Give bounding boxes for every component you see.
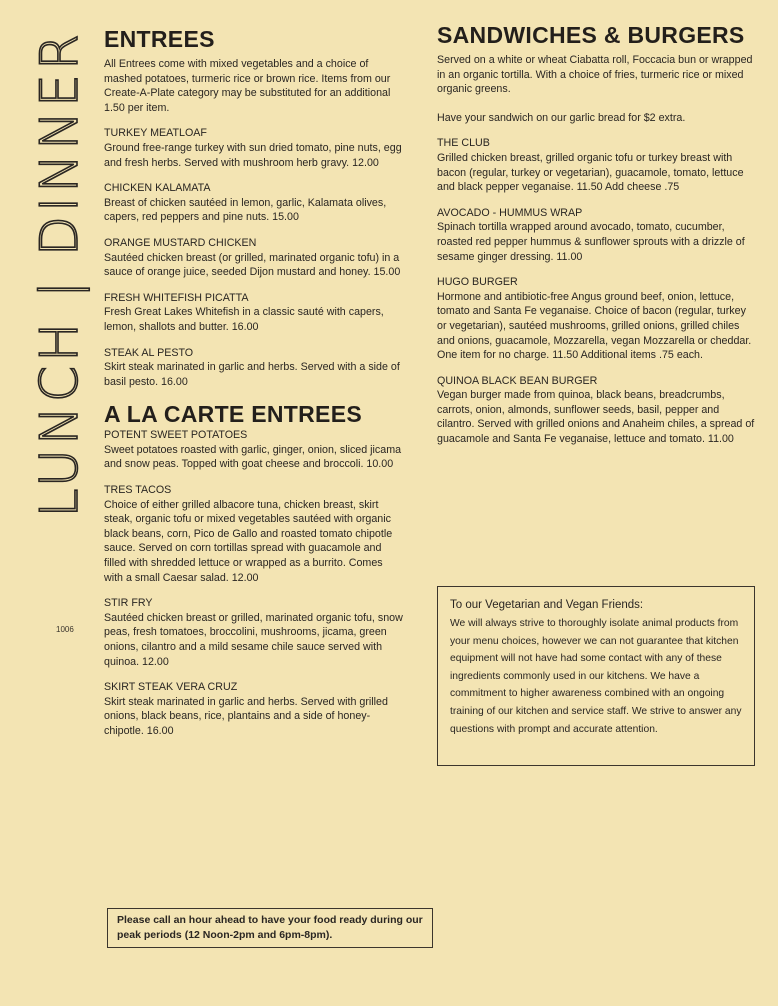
item-name: STIR FRY xyxy=(104,597,153,610)
garlic-bread-note: Have your sandwich on our garlic bread for $2 extra. xyxy=(437,111,686,124)
item-name: TURKEY MEATLOAF xyxy=(104,127,207,140)
item-name: QUINOA BLACK BEAN BURGER xyxy=(437,374,598,387)
item-name: CHICKEN KALAMATA xyxy=(104,182,211,195)
alacarte-heading: A LA CARTE ENTREES xyxy=(104,401,362,428)
entrees-heading: ENTREES xyxy=(104,26,215,52)
item-description: Vegan burger made from quinoa, black beans, breadcrumbs, carrots, onion, almonds, sunflower seeds, basil, pepper and cilantro. Served with grilled onions and Anaheim chiles, a spread of guacamole and Santa Fe veganaise, lettuce and tomato. 11.00 xyxy=(437,389,755,446)
item-name: SKIRT STEAK VERA CRUZ xyxy=(104,681,238,694)
item-name: THE CLUB xyxy=(437,137,490,150)
item-description: Breast of chicken sautéed in lemon, garlic, Kalamata olives, capers, red peppers and pine nuts. 15.00 xyxy=(104,196,387,224)
item-description: Sautéed chicken breast or grilled, marinated organic tofu, snow peas, fresh tomatoes, broccolini, mushrooms, jicama, green onions, cilantro and a mild sesame chile sauce served with quinoa. 12.00 xyxy=(104,611,403,668)
entrees-intro: All Entrees come with mixed vegetables and a choice of mashed potatoes, turmeric rice or brown rice. Items from our Create-A-Plate category may be substituted for an additional 1.50 per item. xyxy=(104,58,391,114)
vegan-note-box xyxy=(437,586,755,766)
item-name: AVOCADO - HUMMUS WRAP xyxy=(437,206,583,219)
item-description: Fresh Great Lakes Whitefish in a classic sauté with capers, lemon, shallots and butter. 16.00 xyxy=(104,306,384,333)
menu-item xyxy=(437,206,757,264)
sandwiches-heading: SANDWICHES & BURGERS xyxy=(437,22,745,48)
item-description: Choice of either grilled albacore tuna, chicken breast, skirt steak, organic tofu or mixed vegetables sautéed with organic black beans, corn, Pico de Gallo and roasted tomato chipotle sauce. Served on corn tortillas spread with guacamole and filled with shredded lettuce or wrapped as a burrito. Comes with a small Caesar salad. 12.00 xyxy=(104,498,393,584)
item-description: Skirt steak marinated in garlic and herbs. Served with grilled onions, black beans, rice, plantains and a side of honey-chipotle. 16.00 xyxy=(104,695,388,737)
item-name: HUGO BURGER xyxy=(437,276,518,289)
right-column xyxy=(437,22,757,447)
menu-item xyxy=(104,428,404,472)
menu-item xyxy=(104,236,404,280)
item-description: Spinach tortilla wrapped around avocado, tomato, cucumber, roasted red pepper hummus & sunflower sprouts with a drizzle of sesame ginger dressing. 11.00 xyxy=(437,221,745,263)
item-description: Sweet potatoes roasted with garlic, ginger, onion, sliced jicama and snow peas. Topped with goat cheese and broccoli. 10.00 xyxy=(104,443,402,471)
item-description: Hormone and antibiotic-free Angus ground beef, onion, lettuce, tomato and Santa Fe veganaise. Choice of bacon (regular, turkey or vegetarian), sautéed mushrooms, grilled onions, grilled chiles and onions, guacamole, Mozzarella, vegan Mozzarella or cheddar. One item for no charge. 11.50 Additional items .75 each. xyxy=(437,290,752,362)
menu-item xyxy=(104,596,404,669)
sandwiches-section xyxy=(437,22,757,447)
sandwiches-intro: Served on a white or wheat Ciabatta roll, Foccacia bun or wrapped in an organic tortilla. With a choice of fries, turmeric rice or mixed organic greens. xyxy=(437,54,753,96)
call-ahead-text: Please call an hour ahead to have your food ready during our peak periods (12 Noon-2pm and 6pm-8pm). xyxy=(117,914,423,941)
item-description: Grilled chicken breast, grilled organic tofu or turkey breast with bacon (regular, turkey or vegetarian), guacamole, tomato, lettuce and black pepper veganaise. 11.50 Add cheese .75 xyxy=(437,151,744,194)
menu-item xyxy=(104,126,404,170)
item-name: POTENT SWEET POTATOES xyxy=(104,429,248,442)
item-description: Skirt steak marinated in garlic and herbs. Served with a side of basil pesto. 16.00 xyxy=(104,361,400,388)
item-name: ORANGE MUSTARD CHICKEN xyxy=(104,236,257,249)
item-name: TRES TACOS xyxy=(104,484,172,497)
menu-item xyxy=(104,291,404,335)
item-description: Ground free-range turkey with sun dried tomato, pine nuts, egg and fresh herbs. Served with mushroom herb gravy. 12.00 xyxy=(104,141,402,169)
menu-item xyxy=(437,374,757,447)
left-column xyxy=(104,26,404,739)
menu-item xyxy=(437,275,757,363)
entrees-section xyxy=(104,26,404,389)
item-description: Sautéed chicken breast (or grilled, marinated organic tofu) in a sauce of orange juice, seeded Dijon mustard and honey. 15.00 xyxy=(104,251,401,279)
call-ahead-box xyxy=(107,908,433,948)
menu-item xyxy=(104,483,404,585)
vegan-note-body: We will always strive to thoroughly isolate animal products from your menu choices, however we can not guarantee that kitchen equipment will not have had some contact with any of these ingredients commonly used in our kitchens. We have a commitment to higher awareness combined with an ongoing training of our kitchen and service staff. We strive to answer any questions with prompt and accurate attention. xyxy=(450,618,742,735)
menu-item xyxy=(104,680,404,738)
menu-item xyxy=(437,136,757,194)
side-title xyxy=(30,30,90,620)
item-name: FRESH WHITEFISH PICATTA xyxy=(104,291,249,304)
menu-item xyxy=(104,346,404,390)
vegan-note-title: To our Vegetarian and Vegan Friends: xyxy=(450,599,644,611)
alacarte-section xyxy=(104,401,404,738)
item-name: STEAK AL PESTO xyxy=(104,346,194,359)
menu-code: 1006 xyxy=(56,625,74,634)
menu-item xyxy=(104,181,404,225)
side-title-text: LUNCH | DINNER xyxy=(30,30,90,518)
